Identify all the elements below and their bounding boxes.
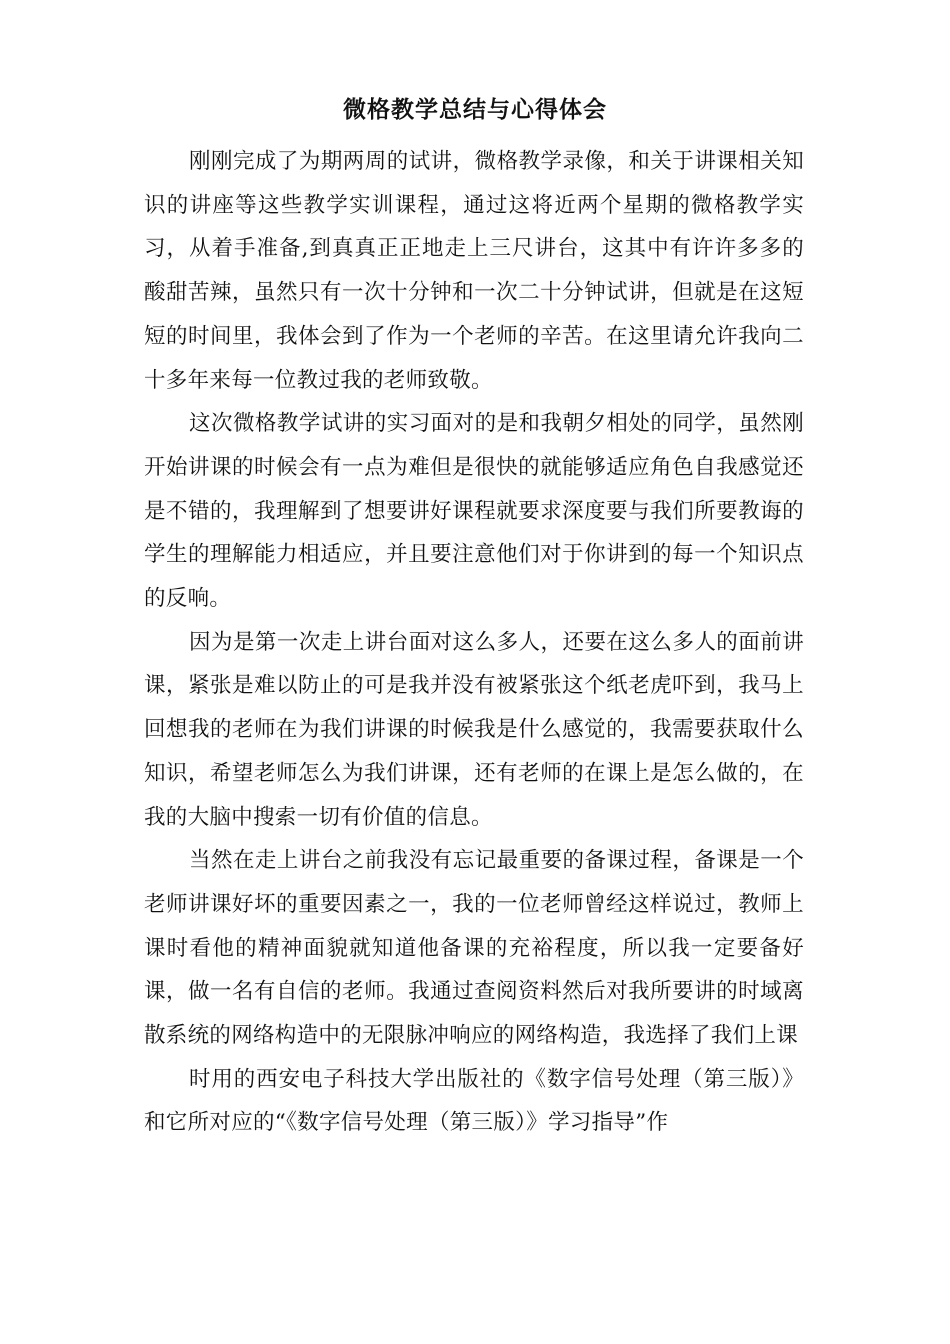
document-body bbox=[144, 140, 804, 1145]
paragraph-1: 刚刚完成了为期两周的试讲，微格教学录像，和关于讲课相关知识的讲座等这些教学实训课程，通过这将近两个星期的微格教学实习，从着手准备,到真真正正地走上三尺讲台，这其中有许许多多的酸甜苦辣，虽然只有一次十分钟和一次二十分钟试讲，但就是在这短短的时间里，我体会到了作为一个老师的辛苦。在这里请允许我向二十多年来每一位教过我的老师致敬。 bbox=[144, 149, 804, 393]
document-title: 微格教学总结与心得体会 bbox=[343, 96, 607, 123]
paragraph-2: 这次微格教学试讲的实习面对的是和我朝夕相处的同学，虽然刚开始讲课的时候会有一点为难但是很快的就能够适应角色自我感觉还是不错的，我理解到了想要讲好课程就要求深度要与我们所要教诲的学生的理解能力相适应，并且要注意他们对于你讲到的每一个知识点的反响。 bbox=[144, 411, 804, 612]
paragraph-4: 当然在走上讲台之前我没有忘记最重要的备课过程，备课是一个老师讲课好坏的重要因素之一，我的一位老师曾经这样说过，教师上课时看他的精神面貌就知道他备课的充裕程度，所以我一定要备好课，做一名有自信的老师。我通过查阅资料然后对我所要讲的时域离散系统的网络构造中的无限脉冲响应的网络构造，我选择了我们上课 bbox=[144, 848, 804, 1049]
paragraph-5: 时用的西安电子科技大学出版社的《数字信号处理（第三版）》和它所对应的“《数字信号处理（第三版）》学习指导”作 bbox=[144, 1066, 804, 1136]
paragraph-3: 因为是第一次走上讲台面对这么多人，还要在这么多人的面前讲课，紧张是难以防止的可是我并没有被紧张这个纸老虎吓到，我马上回想我的老师在为我们讲课的时候我是什么感觉的，我需要获取什么知识，希望老师怎么为我们讲课，还有老师的在课上是怎么做的，在我的大脑中搜索一切有价值的信息。 bbox=[144, 629, 804, 830]
